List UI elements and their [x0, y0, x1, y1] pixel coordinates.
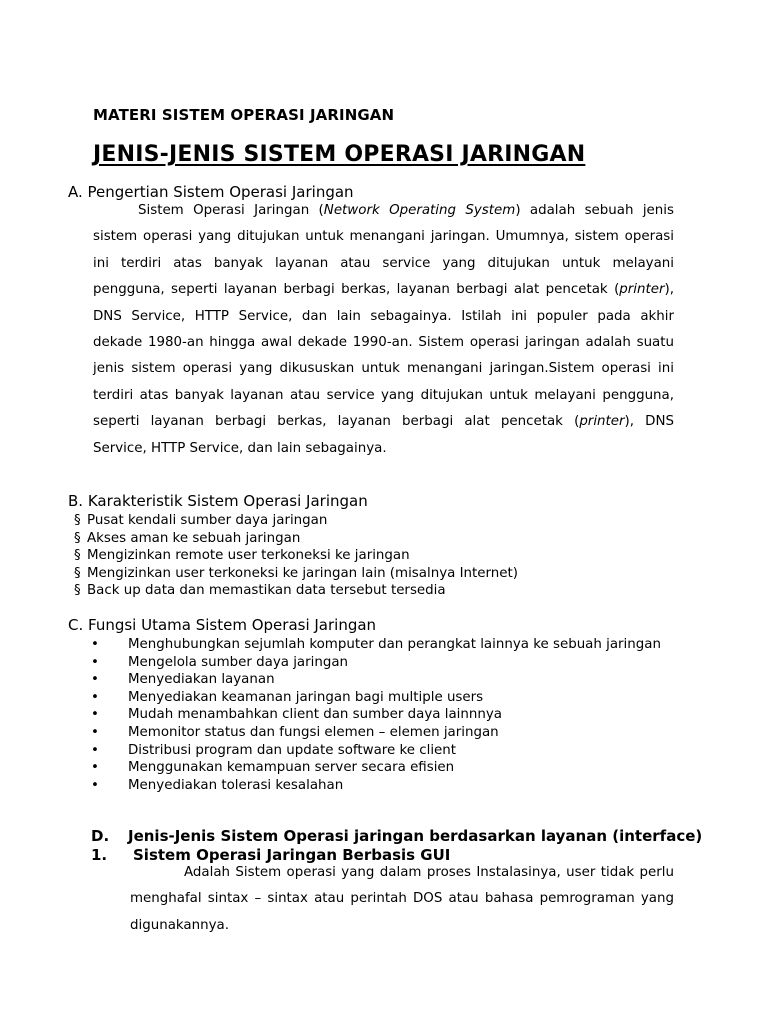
bullet-icon: • [91, 672, 99, 688]
italic-term: printer [619, 282, 665, 298]
list-item: § Back up data dan memastikan data tersebut tersedia [74, 583, 446, 599]
paragraph-line: menghafal sintax – sintax atau perintah DOS atau bahasa pemrograman yang [130, 891, 674, 907]
section-mark-icon: § [74, 513, 81, 528]
section-a-heading: A. Pengertian Sistem Operasi Jaringan [68, 183, 354, 201]
section-mark-icon: § [74, 548, 81, 564]
list-item: § Mengizinkan remote user terkoneksi ke jaringan [74, 548, 410, 564]
paragraph-line: Adalah Sistem operasi yang dalam proses Instalasinya, user tidak perlu [184, 865, 674, 880]
section-a-paragraph [93, 198, 674, 462]
paragraph-line: dekade 1980-an hingga awal dekade 1990-an. Sistem operasi jaringan adalah suatu [93, 334, 674, 350]
bullet-icon: • [91, 777, 99, 793]
italic-term: printer [579, 414, 625, 430]
list-item: § Akses aman ke sebuah jaringan [74, 530, 301, 546]
section-c-list [91, 636, 661, 794]
section-mark-icon: § [74, 565, 81, 581]
paragraph-line: Service, HTTP Service, dan lain sebagainya. [93, 440, 387, 456]
section-d1-paragraph [130, 860, 674, 939]
section-d-label: D. [91, 827, 110, 845]
bullet-icon: • [91, 707, 99, 723]
paragraph-line: Sistem Operasi Jaringan (Network Operating System) adalah sebuah jenis [138, 203, 674, 218]
list-item: • Menghubungkan sejumlah komputer dan perangkat lainnya ke sebuah jaringan [91, 637, 661, 652]
list-item: • Memonitor status dan fungsi elemen – elemen jaringan [91, 724, 499, 740]
list-item: • Mengelola sumber daya jaringan [91, 654, 349, 670]
paragraph-line: DNS Service, HTTP Service, dan lain sebagainya. Istilah ini populer pada akhir [93, 308, 674, 324]
paragraph-line: terdiri atas banyak layanan atau service yang ditujukan untuk melayani pengguna, [93, 387, 674, 403]
document-subtitle: MATERI SISTEM OPERASI JARINGAN [93, 106, 395, 124]
paragraph-line: seperti layanan berbagi berkas, layanan berbagi alat pencetak (printer), DNS [93, 414, 674, 430]
paragraph-line: ini terdiri atas banyak layanan atau service yang ditujukan untuk melayani [93, 255, 674, 271]
bullet-icon: • [91, 760, 99, 776]
list-item: • Menyediakan keamanan jaringan bagi multiple users [91, 689, 484, 705]
section-d-heading: D. Jenis-Jenis Sistem Operasi jaringan berdasarkan layanan (interface) [91, 827, 703, 845]
section-mark-icon: § [74, 530, 81, 546]
bullet-icon: • [91, 689, 99, 705]
document-title: JENIS-JENIS SISTEM OPERASI JARINGAN [93, 142, 586, 167]
paragraph-line: jenis sistem operasi yang dikususkan untuk menangani jaringan.Sistem operasi ini [93, 361, 674, 377]
section-mark-icon: § [74, 583, 81, 599]
bullet-icon: • [91, 654, 99, 670]
bullet-icon: • [91, 742, 99, 758]
list-item: § Mengizinkan user terkoneksi ke jaringan lain (misalnya Internet) [74, 565, 518, 581]
section-b-list [74, 512, 518, 600]
paragraph-line: sistem operasi yang ditujukan untuk menangani jaringan. Umumnya, sistem operasi [93, 229, 674, 245]
italic-term: Network Operating System [323, 203, 516, 218]
paragraph-line: digunakannya. [130, 917, 229, 933]
list-item: § Pusat kendali sumber daya jaringan [74, 513, 328, 528]
bullet-icon: • [91, 637, 99, 652]
section-d1-heading: 1. Sistem Operasi Jaringan Berbasis GUI [91, 846, 451, 864]
list-item: • Menggunakan kemampuan server secara efisien [91, 760, 455, 776]
section-b-heading: B. Karakteristik Sistem Operasi Jaringan [68, 492, 368, 510]
section-d1-label: 1. [91, 846, 108, 864]
paragraph-line: pengguna, seperti layanan berbagi berkas, layanan berbagi alat pencetak (printer), [93, 282, 674, 298]
section-c-heading: C. Fungsi Utama Sistem Operasi Jaringan [68, 616, 377, 634]
list-item: • Menyediakan layanan [91, 672, 275, 688]
list-item: • Menyediakan tolerasi kesalahan [91, 777, 344, 793]
list-item: • Distribusi program dan update software ke client [91, 742, 457, 758]
list-item: • Mudah menambahkan client dan sumber daya lainnnya [91, 707, 502, 723]
bullet-icon: • [91, 724, 99, 740]
